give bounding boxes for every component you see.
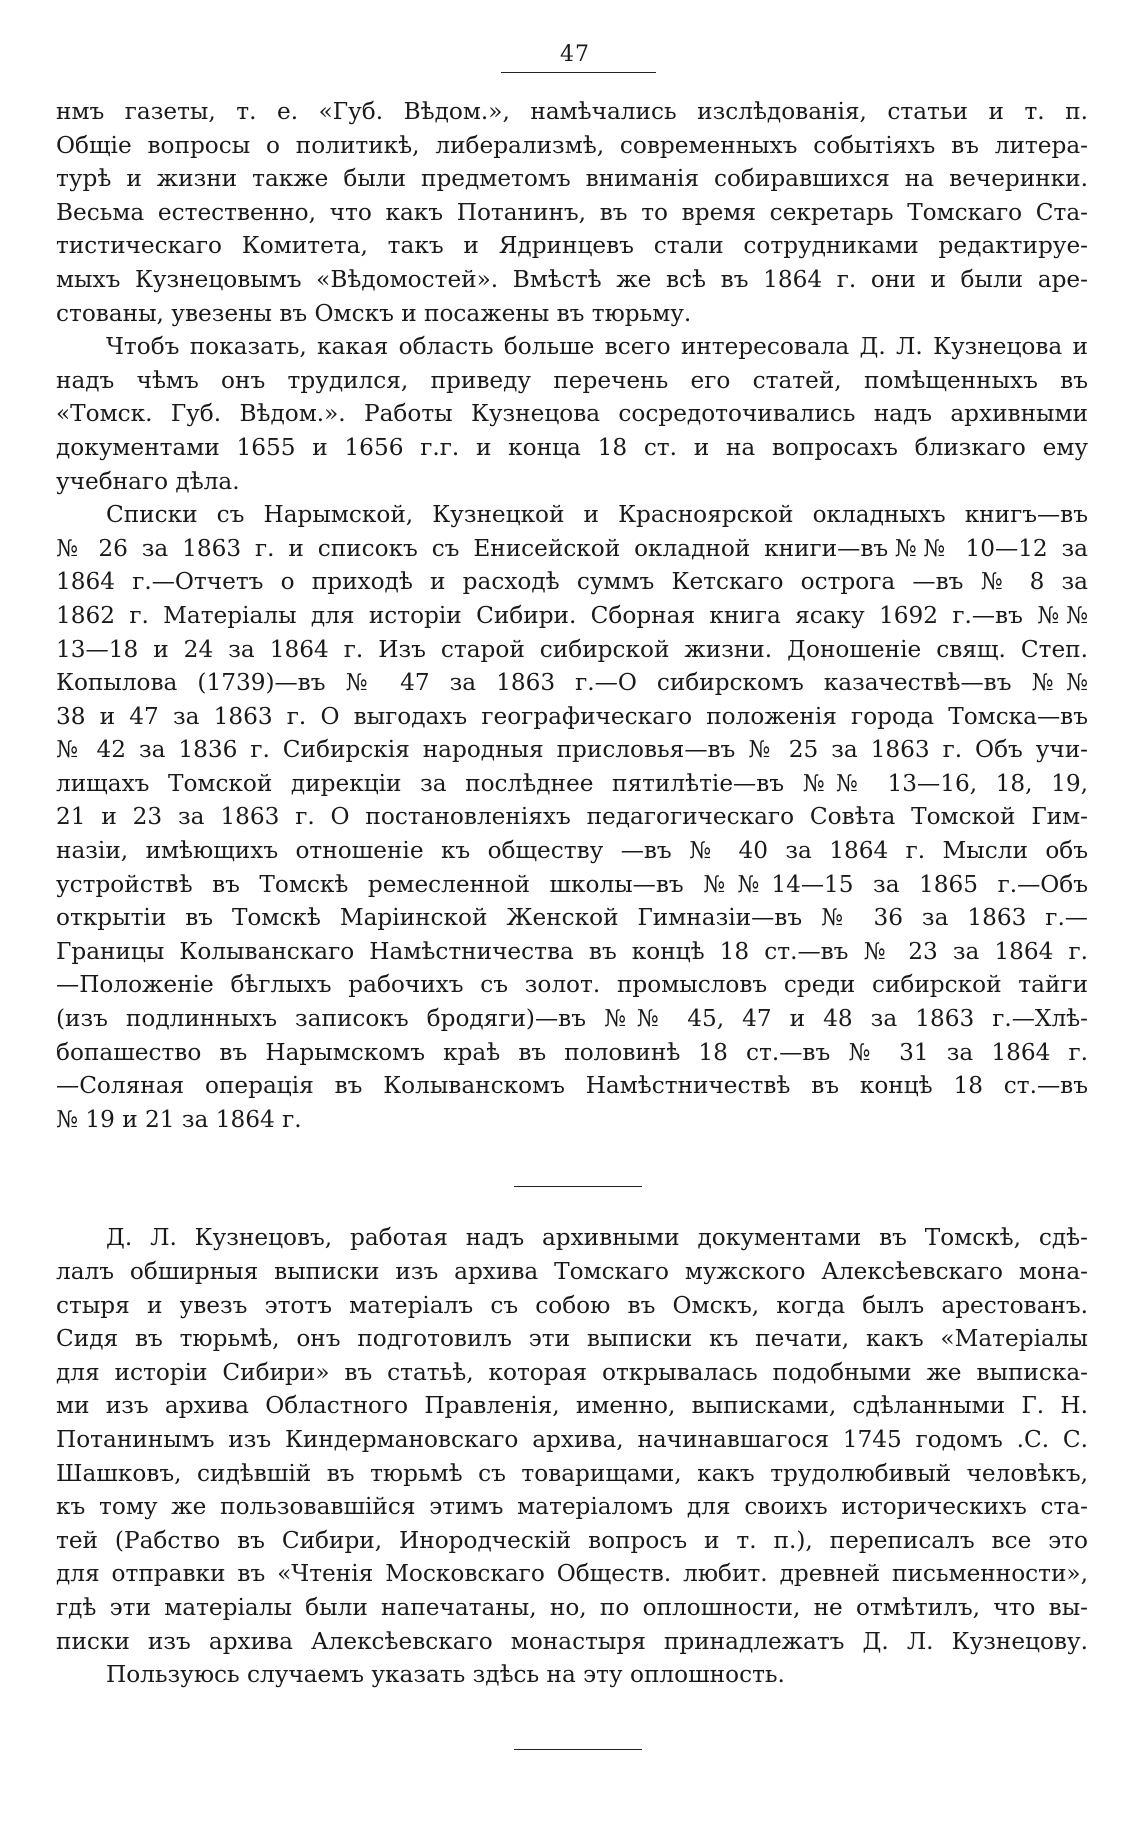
- text-line: надъ чѣмъ онъ трудился, приведу перечень его статей, помѣщенныхъ въ: [56, 366, 1088, 394]
- text-line: Пользуюсь случаемъ указать здѣсь на эту оплошность.: [106, 1661, 785, 1689]
- text-line: № 26 за 1863 г. и списокъ съ Енисейской окладной книги—въ№№ 10—12 за: [56, 534, 1088, 562]
- text-line: № 19 и 21 за 1864 г.: [56, 1105, 302, 1133]
- text-line: писки изъ архива Алексѣевскаго монастыря принадлежатъ Д. Л. Кузнецову.: [56, 1627, 1088, 1655]
- section-divider: [514, 1186, 642, 1187]
- text-line: для отправки въ «Чтенія Московскаго Обществ. любит. древней письменности»,: [56, 1560, 1088, 1588]
- text-line: для исторіи Сибири» въ статьѣ, которая открывалась подобными же выписка-: [56, 1358, 1088, 1386]
- text-line: «Томск. Губ. Вѣдом.». Работы Кузнецова сосредоточивались надъ архивными: [56, 400, 1088, 428]
- text-line: Сидя въ тюрьмѣ, онъ подготовилъ эти выписки къ печати, какъ «Матеріалы: [56, 1325, 1088, 1353]
- body-section-2: [56, 1221, 1088, 1691]
- text-line: Шашковъ, сидѣвшій въ тюрьмѣ съ товарищами, какъ трудолюбивый человѣкъ,: [56, 1459, 1088, 1487]
- end-divider: [514, 1749, 642, 1750]
- body-section-1: [56, 95, 1088, 1136]
- text-line: лалъ обширныя выписки изъ архива Томскаго мужского Алексѣевскаго мона-: [56, 1258, 1088, 1285]
- text-line: 1864 г.—Отчетъ о приходѣ и расходѣ суммъ Кетскаго острога —въ № 8 за: [56, 568, 1088, 596]
- text-line: Чтобъ показать, какая область больше всего интересовала Д. Л. Кузнецова и: [106, 333, 1088, 361]
- text-line: назіи, имѣющихъ отношеніе къ обществу —въ № 40 за 1864 г. Мысли объ: [56, 837, 1088, 865]
- text-line: стованы, увезены въ Омскъ и посажены въ тюрьму.: [56, 299, 692, 327]
- text-line: № 42 за 1836 г. Сибирскія народныя присловья—въ № 25 за 1863 г. Объ учи-: [56, 736, 1088, 764]
- text-line: —Положеніе бѣглыхъ рабочихъ съ золот. промысловъ среди сибирской тайги: [56, 971, 1088, 999]
- text-line: стыря и увезъ этотъ матеріалъ съ собою въ Омскъ, когда былъ арестованъ.: [56, 1291, 1088, 1319]
- text-line: 21 и 23 за 1863 г. О постановленіяхъ педагогическаго Совѣта Томской Гим-: [56, 803, 1088, 831]
- text-line: лищахъ Томской дирекціи за послѣднее пятилѣтіе—въ №№ 13—16, 18, 19,: [56, 769, 1088, 797]
- text-line: гдѣ эти матеріалы были напечатаны, но, по оплошности, не отмѣтилъ, что вы-: [56, 1593, 1088, 1621]
- header-rule: [501, 72, 656, 73]
- text-line: Копылова (1739)—въ № 47 за 1863 г.—О сибирскомъ казачествѣ—въ №№: [56, 669, 1088, 697]
- text-line: —Соляная операція въ Колыванскомъ Намѣстничествѣ въ концѣ 18 ст.—въ: [56, 1072, 1088, 1100]
- text-line: къ тому же пользовавшійся этимъ матеріаломъ для своихъ историческихъ ста-: [56, 1493, 1088, 1521]
- page-number: 47: [560, 42, 590, 67]
- text-line: Д. Л. Кузнецовъ, работая надъ архивными документами въ Томскѣ, сдѣ-: [106, 1224, 1088, 1252]
- text-line: открытіи въ Томскѣ Маріинской Женской Гимназіи—въ № 36 за 1863 г.—: [56, 904, 1088, 932]
- text-line: турѣ и жизни также были предметомъ вниманія собиравшихся на вечеринки.: [56, 165, 1088, 193]
- text-line: Списки съ Нарымской, Кузнецкой и Красноярской окладныхъ книгъ—въ: [106, 501, 1088, 529]
- text-line: устройствѣ въ Томскѣ ремесленной школы—въ №№14—15 за 1865 г.—Объ: [56, 870, 1088, 898]
- text-line: бопашество въ Нарымскомъ краѣ въ половинѣ 18 ст.—въ № 31 за 1864 г.: [56, 1038, 1088, 1066]
- text-line: нмъ газеты, т. е. «Губ. Вѣдом.», намѣчались изслѣдованія, статьи и т. п.: [56, 98, 1088, 125]
- text-line: 13—18 и 24 за 1864 г. Изъ старой сибирской жизни. Доношеніе свящ. Степ.: [56, 635, 1088, 663]
- page: [56, 40, 1088, 1750]
- text-line: Границы Колыванскаго Намѣстничества въ концѣ 18 ст.—въ № 23 за 1864 г.: [56, 937, 1088, 965]
- text-line: 38 и 47 за 1863 г. О выгодахъ географическаго положенія города Томска—въ: [56, 702, 1088, 730]
- text-line: мыхъ Кузнецовымъ «Вѣдомостей». Вмѣстѣ же всѣ въ 1864 г. они и были аре-: [56, 265, 1088, 293]
- text-line: Весьма естественно, что какъ Потанинъ, въ то время секретарь Томскаго Ста-: [56, 198, 1088, 226]
- text-line: тей (Рабство въ Сибири, Инородческій вопросъ и т. п.), переписалъ все это: [56, 1526, 1088, 1554]
- text-line: 1862 г. Матеріалы для исторіи Сибири. Сборная книга ясаку 1692 г.—въ №№: [56, 601, 1088, 629]
- text-line: тистическаго Комитета, такъ и Ядринцевъ стали сотрудниками редактируе-: [56, 232, 1088, 260]
- text-line: учебнаго дѣла.: [56, 467, 240, 495]
- text-line: ми изъ архива Областного Правленія, именно, выписками, сдѣланными Г. Н.: [56, 1392, 1088, 1420]
- text-line: документами 1655 и 1656 г.г. и конца 18 ст. и на вопросахъ близкаго ему: [56, 433, 1088, 461]
- text-line: Общіе вопросы о политикѣ, либерализмѣ, современныхъ событіяхъ въ литера-: [56, 131, 1088, 159]
- text-line: Потанинымъ изъ Киндермановскаго архива, начинавшагося 1745 годомъ .С. С.: [56, 1425, 1088, 1453]
- text-line: (изъ подлинныхъ записокъ бродяги)—въ №№ 45, 47 и 48 за 1863 г.—Хлѣ-: [56, 1005, 1088, 1033]
